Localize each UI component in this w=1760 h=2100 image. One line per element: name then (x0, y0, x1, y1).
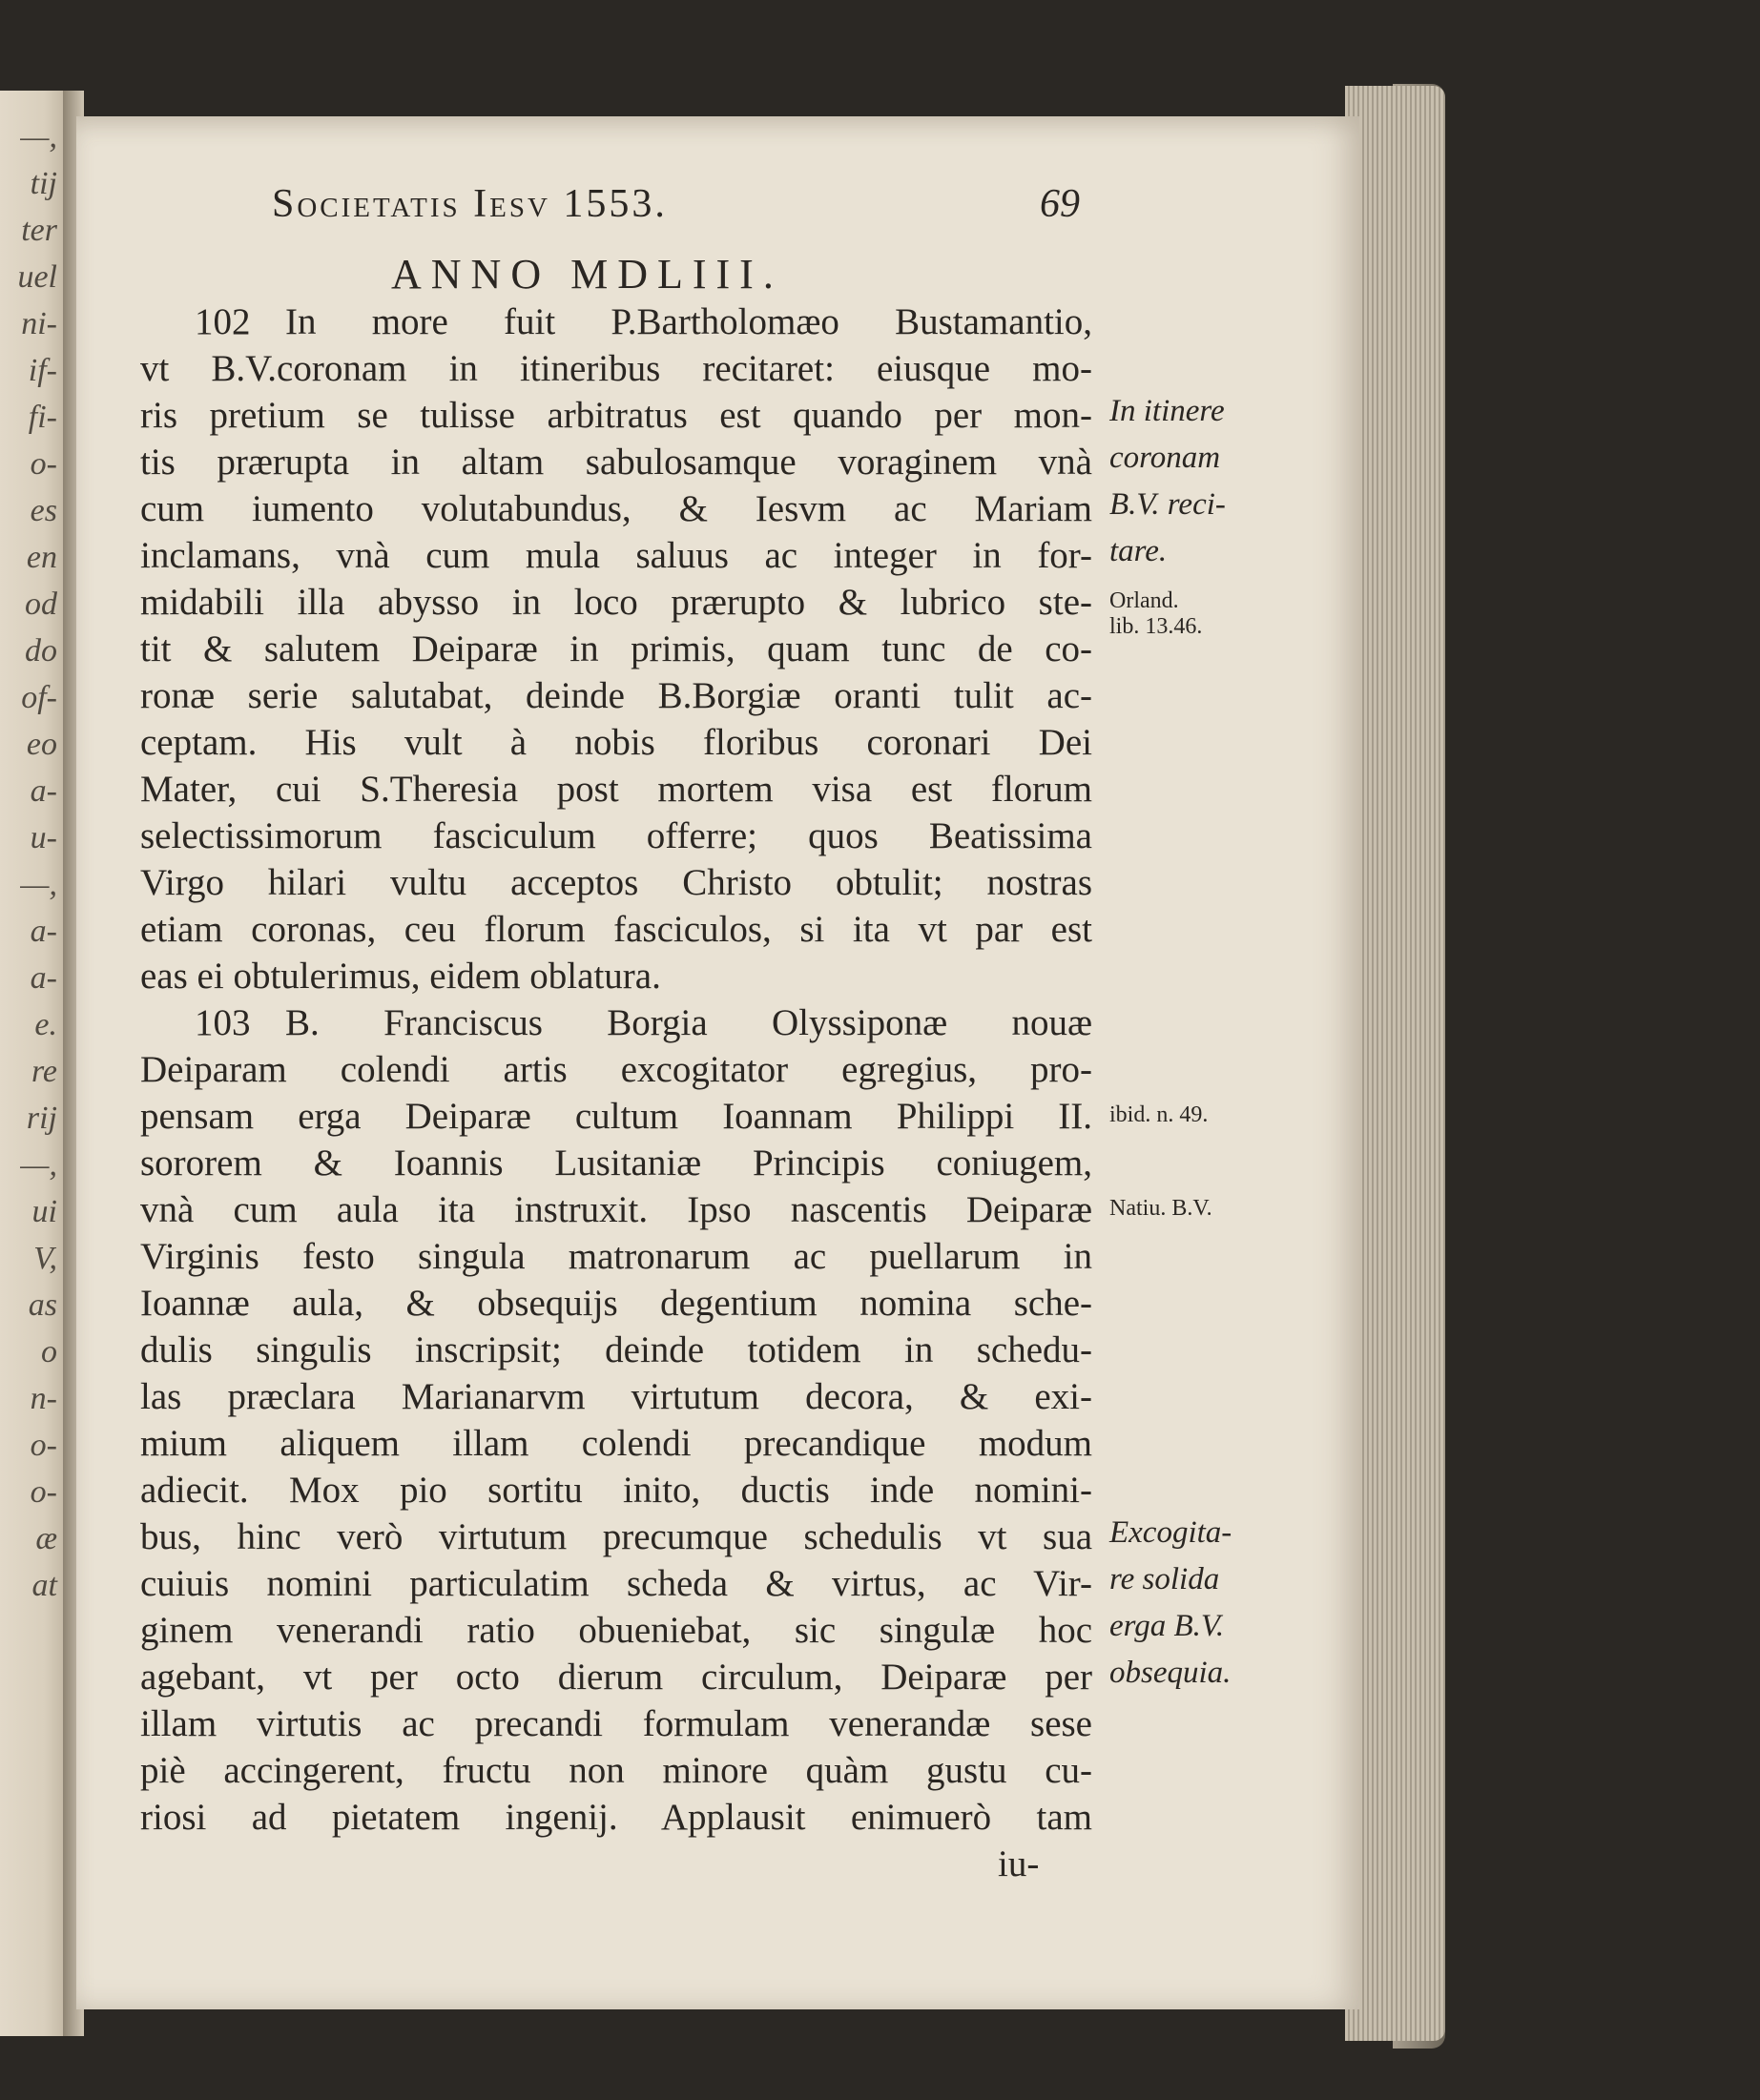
margin-note: Orland. (1109, 588, 1179, 613)
text-line: Deiparam colendi artis excogitator egregius, pro- (140, 1049, 1092, 1090)
margin-note: ibid. n. 49. (1109, 1102, 1209, 1127)
text-line: cum iumento volutabundus, & Iesvm ac Mariam (140, 488, 1092, 529)
text-line: Virginis festo singula matronarum ac puellarum in (140, 1236, 1092, 1277)
text-line: mium aliquem illam colendi precandique modum (140, 1423, 1092, 1464)
line-text: B. Franciscus Borgia Olyssiponæ nouæ (285, 1002, 1092, 1043)
left-page-fragment: —, (20, 867, 57, 902)
text-line: eas ei obtulerimus, eidem oblatura. (140, 956, 661, 997)
left-page-fragment: V, (33, 1241, 57, 1276)
text-line: selectissimorum fasciculum offerre; quos Beatissima (140, 815, 1092, 856)
line-text: In more fuit P.Bartholomæo Bustamantio, (285, 301, 1092, 342)
left-page-fragment: a- (30, 960, 57, 996)
text-line: etiam coronas, ceu florum fasciculos, si ita vt par est (140, 909, 1092, 950)
page-stack-edge (1345, 86, 1445, 2041)
margin-note: Natiu. B.V. (1109, 1196, 1212, 1221)
margin-note: obsequia. (1109, 1656, 1232, 1690)
left-page-fragment: ui (31, 1194, 57, 1229)
text-line: pensam erga Deiparæ cultum Ioannam Philippi II. (140, 1096, 1092, 1137)
left-page-fragment: re (31, 1054, 57, 1089)
text-line: piè accingerent, fructu non minore quàm gustu cu- (140, 1750, 1092, 1791)
text-line: bus, hinc verò virtutum precumque schedulis vt sua (140, 1516, 1092, 1557)
left-page-fragment: uel (17, 259, 57, 295)
paragraph-number: 103 (195, 1002, 251, 1043)
margin-note: tare. (1109, 534, 1168, 568)
margin-note: lib. 13.46. (1109, 613, 1203, 639)
left-page-fragment: if- (28, 353, 57, 388)
catchword: iu- (998, 1843, 1040, 1884)
text-line: sororem & Ioannis Lusitaniæ Principis coniugem, (140, 1143, 1092, 1184)
text-line: adiecit. Mox pio sortitu inito, ductis inde nomini- (140, 1470, 1092, 1511)
text-line: ris pretium se tulisse arbitratus est quando per mon- (140, 395, 1092, 436)
left-page-fragment: o- (30, 1474, 57, 1510)
margin-note: B.V. reci- (1109, 487, 1226, 522)
text-line (140, 300, 1092, 344)
left-page-fragment: a- (30, 914, 57, 949)
margin-note: Excogita- (1109, 1515, 1232, 1550)
text-line: cuiuis nomini particulatim scheda & virtus, ac Vir- (140, 1563, 1092, 1604)
left-page-fragment: ter (21, 213, 57, 248)
left-page-fragment: of- (21, 680, 57, 715)
left-page-fragment: o (41, 1334, 57, 1369)
left-page-fragment: eo (26, 727, 57, 762)
text-line: riosi ad pietatem ingenij. Applausit enimuerò tam (140, 1797, 1092, 1838)
left-page-fragment: ni- (21, 306, 57, 341)
text-line: tis prærupta in altam sabulosamque voraginem vnà (140, 442, 1092, 483)
text-line: midabili illa abysso in loco prærupto & lubrico ste- (140, 582, 1092, 623)
margin-note: re solida (1109, 1562, 1220, 1596)
text-line: vt B.V.coronam in itineribus recitaret: eiusque mo- (140, 348, 1092, 389)
left-page-fragment: n- (30, 1381, 57, 1416)
text-line: dulis singulis inscripsit; deinde totidem in schedu- (140, 1329, 1092, 1370)
left-page-fragment: fi- (28, 400, 57, 435)
text-line: ronæ serie salutabat, deinde B.Borgiæ oranti tulit ac- (140, 675, 1092, 716)
text-line: inclamans, vnà cum mula saluus ac integer in for- (140, 535, 1092, 576)
paragraph-number: 102 (195, 301, 251, 342)
left-page-fragment: en (26, 540, 57, 575)
left-page-fragment: o- (30, 1428, 57, 1463)
left-page-fragment: es (30, 493, 57, 528)
text-line: las præclara Marianarvm virtutum decora, & exi- (140, 1376, 1092, 1417)
running-title: Societatis Iesv 1553. (272, 182, 668, 226)
left-page-fragment: —, (20, 119, 57, 154)
text-line: illam virtutis ac precandi formulam venerandæ sese (140, 1703, 1092, 1744)
text-line: ceptam. His vult à nobis floribus coronari Dei (140, 722, 1092, 763)
text-line: agebant, vt per octo dierum circulum, Deiparæ per (140, 1657, 1092, 1698)
left-page-fragment: —, (20, 1147, 57, 1183)
text-line: Mater, cui S.Theresia post mortem visa est florum (140, 769, 1092, 810)
margin-note: coronam (1109, 441, 1221, 475)
text-line: Ioannæ aula, & obsequijs degentium nomina sche- (140, 1283, 1092, 1324)
left-page-fragment: e. (34, 1007, 57, 1042)
text-line: tit & salutem Deiparæ in primis, quam tunc de co- (140, 628, 1092, 669)
text-line: vnà cum aula ita instruxit. Ipso nascentis Deiparæ (140, 1189, 1092, 1230)
page-number: 69 (1040, 182, 1080, 226)
margin-note: In itinere (1109, 394, 1225, 428)
text-line: Virgo hilari vultu acceptos Christo obtulit; nostras (140, 862, 1092, 903)
left-page-fragment: do (25, 633, 57, 669)
left-page-fragment: a- (30, 773, 57, 809)
margin-note: erga B.V. (1109, 1609, 1225, 1643)
left-page-fragment: od (25, 587, 57, 622)
left-page-fragment: tij (30, 166, 57, 201)
section-title: ANNO MDLIII. (391, 251, 783, 298)
left-page-fragment: as (28, 1287, 57, 1323)
text-line (140, 1001, 1092, 1045)
left-page-fragment: o- (30, 446, 57, 482)
left-page-fragment: u- (30, 820, 57, 855)
left-page-fragment: rij (26, 1101, 57, 1136)
left-page-fragment: at (31, 1568, 57, 1603)
text-line: ginem venerandi ratio obueniebat, sic singulæ hoc (140, 1610, 1092, 1651)
left-page-fragment: æ (35, 1521, 57, 1556)
